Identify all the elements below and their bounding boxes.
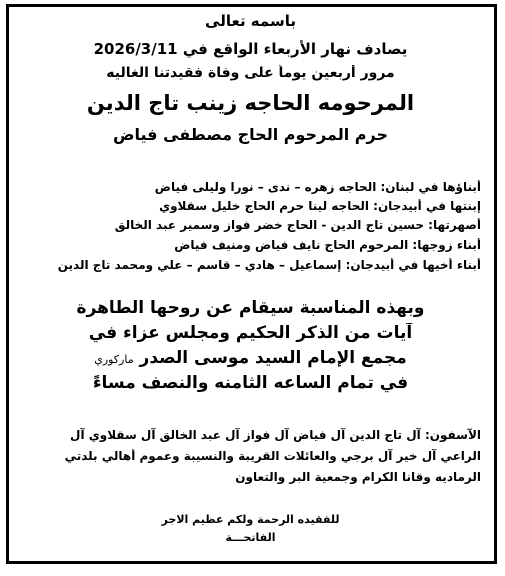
date-line: يصادف نهار الأربعاء الواقع في 2026/3/11	[93, 40, 408, 58]
mourners-line: الراعي آل خير آل برجي والعائلات القريبة والنسيبة وعموم أهالي بلدتي	[64, 449, 481, 463]
relatives-line: أصهرتها: حسين تاج الدين - الحاج خضر فواز وسمير عبد الخالق	[114, 218, 481, 232]
relatives-line: أبناء أخيها في أبيدجان: إسماعيل – هادي – قاسم – علي ومحمد تاج الدين	[57, 258, 481, 272]
relatives-line: إبنتها في أبيدجان: الحاجه لينا حرم الحاج خليل سقلاوي	[159, 199, 481, 213]
occasion-line: مرور أربعين يوماً على وفاة فقيدتنا الغاليه	[106, 65, 395, 81]
invocation: باسمه تعالى	[205, 12, 296, 30]
ceremony-venue-line	[20, 348, 481, 368]
deceased-name: المرحومه الحاجه زينب تاج الدين	[86, 91, 415, 115]
ceremony-time-line: في تمام الساعه الثامنه والنصف مساءً	[92, 373, 409, 393]
ceremony-line: وبهذه المناسبة سيقام عن روحها الطاهرة	[76, 298, 425, 318]
venue-note: ماركوري	[94, 353, 134, 366]
ceremony-line: آيات من الذكر الحكيم ومجلس عزاء في	[88, 323, 413, 343]
mourners-line: الآسفون: آل تاج الدين آل فياض آل فواز آل عبد الخالق آل سقلاوي آل	[70, 428, 481, 442]
closing-line: للفقيده الرحمة ولكم عظيم الاجر	[161, 513, 340, 526]
spouse-line: حرم المرحوم الحاج مصطفى فياض	[112, 125, 388, 144]
relatives-line: أبناؤها في لبنان: الحاجه زهره – ندى – نورا وليلى فياض	[154, 180, 481, 194]
closing-fatiha: الفاتحـــة	[225, 531, 276, 544]
venue-name: مجمع الإمام السيد موسى الصدر	[139, 348, 407, 368]
relatives-line: أبناء زوجها: المرحوم الحاج نايف فياض ومنيف فياض	[174, 238, 481, 252]
mourners-line: الرماديه وقانا الكرام وجمعية البر والتعاون	[235, 470, 481, 484]
